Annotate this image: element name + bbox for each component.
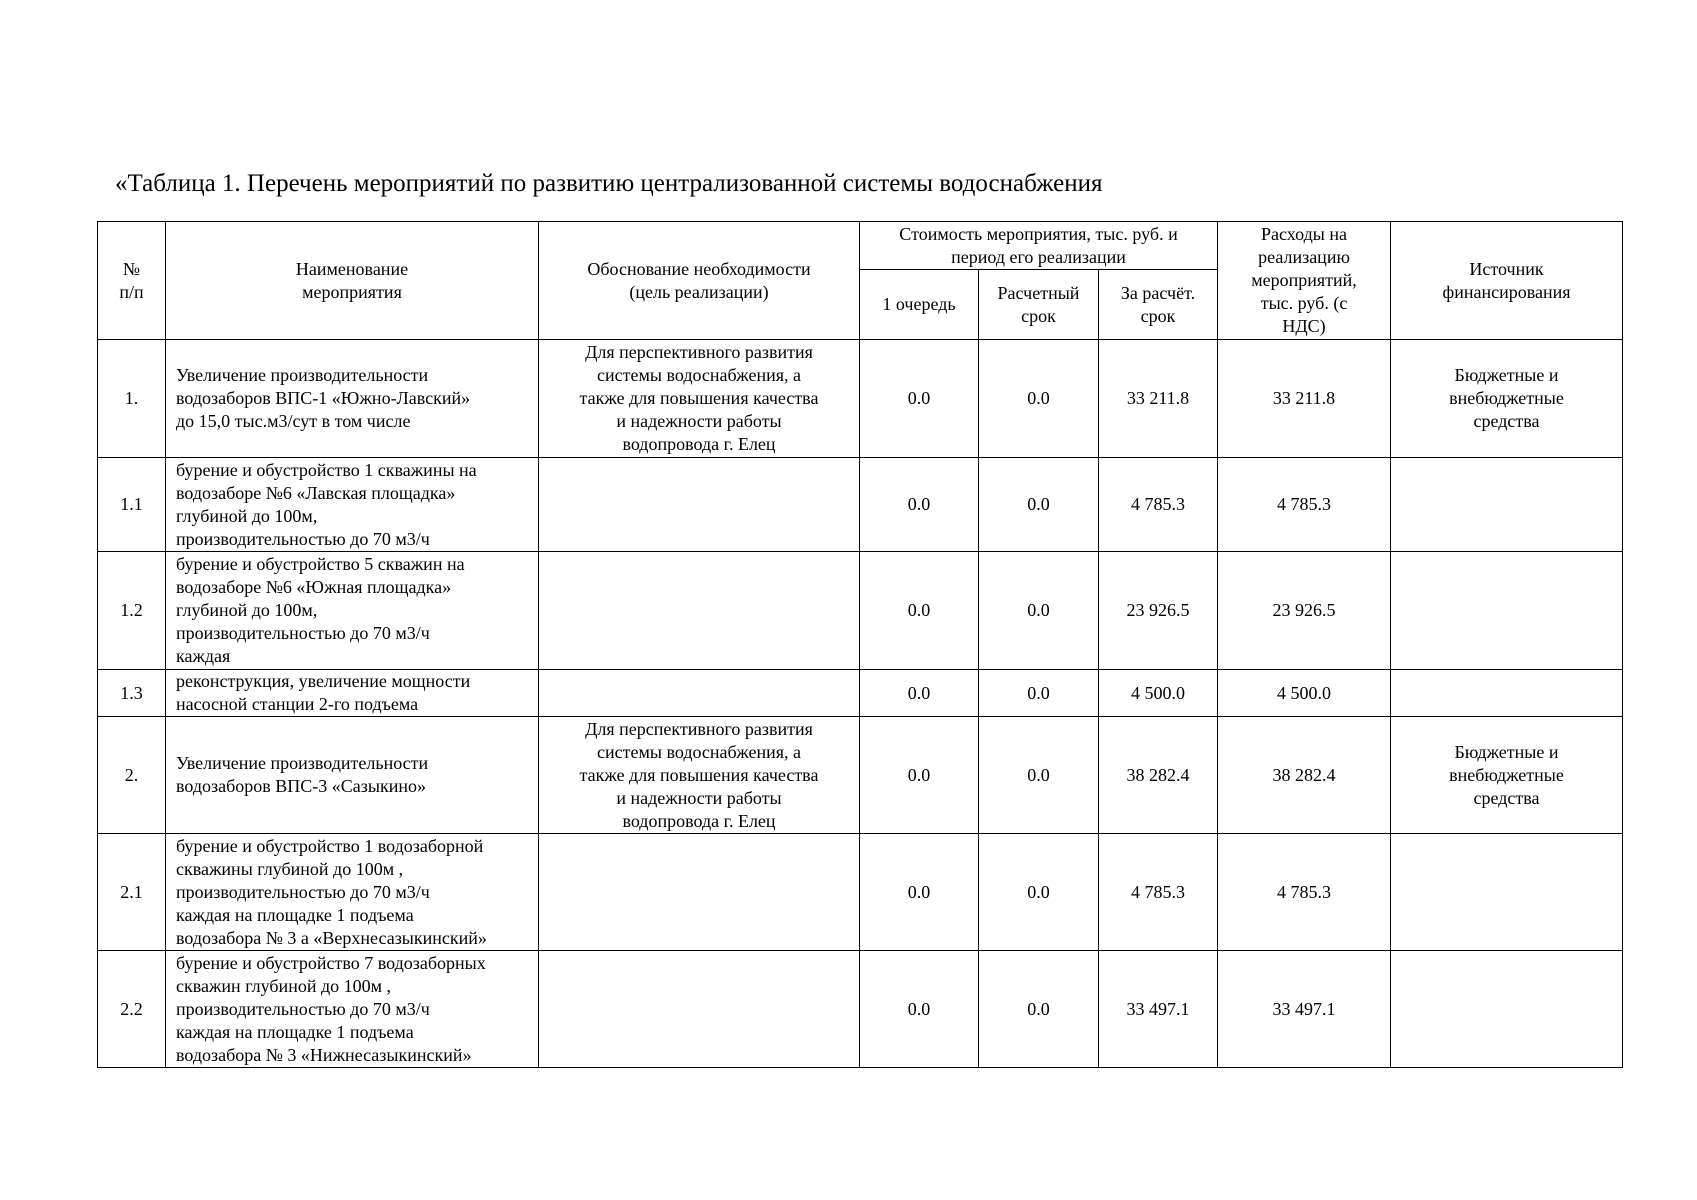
table-row bbox=[98, 717, 1623, 834]
table-row bbox=[98, 951, 1623, 1068]
row-reason bbox=[539, 458, 860, 552]
row-expenses: 4 785.3 bbox=[1218, 834, 1391, 951]
row-reason bbox=[539, 834, 860, 951]
row-expenses: 4 785.3 bbox=[1218, 458, 1391, 552]
col-header-reason: Обоснование необходимости (цель реализации) bbox=[539, 222, 860, 340]
row-source bbox=[1391, 458, 1623, 552]
row-for-calc-period: 33 211.8 bbox=[1099, 340, 1218, 458]
row-calc-period: 0.0 bbox=[979, 951, 1099, 1068]
header-row-1 bbox=[98, 222, 1623, 270]
row-first-stage: 0.0 bbox=[860, 552, 979, 670]
row-source bbox=[1391, 552, 1623, 670]
row-expenses: 23 926.5 bbox=[1218, 552, 1391, 670]
row-expenses: 33 211.8 bbox=[1218, 340, 1391, 458]
row-reason bbox=[539, 951, 860, 1068]
document-title: «Таблица 1. Перечень мероприятий по развитию централизованной системы водоснабжения bbox=[115, 170, 1103, 197]
col-header-for-calc-period: За расчёт. срок bbox=[1099, 270, 1218, 340]
row-number: 2.2 bbox=[98, 951, 166, 1068]
row-source bbox=[1391, 670, 1623, 717]
row-calc-period: 0.0 bbox=[979, 670, 1099, 717]
row-for-calc-period: 38 282.4 bbox=[1099, 717, 1218, 834]
table-row bbox=[98, 670, 1623, 717]
row-name: Увеличение производительности водозаборов ВПС-1 «Южно-Лавский» до 15,0 тыс.м3/сут в том числе bbox=[166, 340, 539, 458]
row-source: Бюджетные и внебюджетные средства bbox=[1391, 340, 1623, 458]
row-name: бурение и обустройство 5 скважин на водозаборе №6 «Южная площадка» глубиной до 100м, производительностью до 70 м3/ч каждая bbox=[166, 552, 539, 670]
row-first-stage: 0.0 bbox=[860, 951, 979, 1068]
row-for-calc-period: 4 500.0 bbox=[1099, 670, 1218, 717]
row-source: Бюджетные и внебюджетные средства bbox=[1391, 717, 1623, 834]
row-for-calc-period: 33 497.1 bbox=[1099, 951, 1218, 1068]
row-name: бурение и обустройство 7 водозаборных скважин глубиной до 100м , производительностью до 70 м3/ч каждая на площадке 1 подъема водозабора № 3 «Нижнесазыкинский» bbox=[166, 951, 539, 1068]
row-expenses: 33 497.1 bbox=[1218, 951, 1391, 1068]
row-reason: Для перспективного развития системы водоснабжения, а также для повышения качества и надежности работы водопровода г. Елец bbox=[539, 717, 860, 834]
row-first-stage: 0.0 bbox=[860, 717, 979, 834]
row-name: Увеличение производительности водозаборов ВПС-3 «Сазыкино» bbox=[166, 717, 539, 834]
row-expenses: 38 282.4 bbox=[1218, 717, 1391, 834]
row-reason bbox=[539, 670, 860, 717]
row-reason bbox=[539, 552, 860, 670]
row-number: 2.1 bbox=[98, 834, 166, 951]
table-row bbox=[98, 834, 1623, 951]
table-row bbox=[98, 458, 1623, 552]
row-source bbox=[1391, 834, 1623, 951]
row-for-calc-period: 4 785.3 bbox=[1099, 834, 1218, 951]
row-number: 1.3 bbox=[98, 670, 166, 717]
row-reason: Для перспективного развития системы водоснабжения, а также для повышения качества и надежности работы водопровода г. Елец bbox=[539, 340, 860, 458]
row-calc-period: 0.0 bbox=[979, 340, 1099, 458]
row-calc-period: 0.0 bbox=[979, 717, 1099, 834]
row-first-stage: 0.0 bbox=[860, 340, 979, 458]
row-name: реконструкция, увеличение мощности насосной станции 2-го подъема bbox=[166, 670, 539, 717]
row-calc-period: 0.0 bbox=[979, 834, 1099, 951]
row-first-stage: 0.0 bbox=[860, 670, 979, 717]
row-number: 1. bbox=[98, 340, 166, 458]
col-header-cost-group: Стоимость мероприятия, тыс. руб. и период его реализации bbox=[860, 222, 1218, 270]
row-source bbox=[1391, 951, 1623, 1068]
row-first-stage: 0.0 bbox=[860, 834, 979, 951]
row-number: 1.1 bbox=[98, 458, 166, 552]
col-header-first-stage: 1 очередь bbox=[860, 270, 979, 340]
col-header-calc-period: Расчетный срок bbox=[979, 270, 1099, 340]
col-header-source: Источник финансирования bbox=[1391, 222, 1623, 340]
row-number: 1.2 bbox=[98, 552, 166, 670]
row-number: 2. bbox=[98, 717, 166, 834]
col-header-number: № п/п bbox=[98, 222, 166, 340]
col-header-name: Наименование мероприятия bbox=[166, 222, 539, 340]
row-name: бурение и обустройство 1 водозаборной скважины глубиной до 100м , производительностью до 70 м3/ч каждая на площадке 1 подъема водозабора № 3 а «Верхнесазыкинский» bbox=[166, 834, 539, 951]
row-name: бурение и обустройство 1 скважины на водозаборе №6 «Лавская площадка» глубиной до 100м, производительностью до 70 м3/ч bbox=[166, 458, 539, 552]
table-row bbox=[98, 552, 1623, 670]
row-calc-period: 0.0 bbox=[979, 552, 1099, 670]
row-expenses: 4 500.0 bbox=[1218, 670, 1391, 717]
row-first-stage: 0.0 bbox=[860, 458, 979, 552]
row-for-calc-period: 23 926.5 bbox=[1099, 552, 1218, 670]
row-calc-period: 0.0 bbox=[979, 458, 1099, 552]
table-row bbox=[98, 340, 1623, 458]
col-header-expenses: Расходы на реализацию мероприятий, тыс. руб. (с НДС) bbox=[1218, 222, 1391, 340]
row-for-calc-period: 4 785.3 bbox=[1099, 458, 1218, 552]
measures-table bbox=[97, 221, 1623, 1068]
